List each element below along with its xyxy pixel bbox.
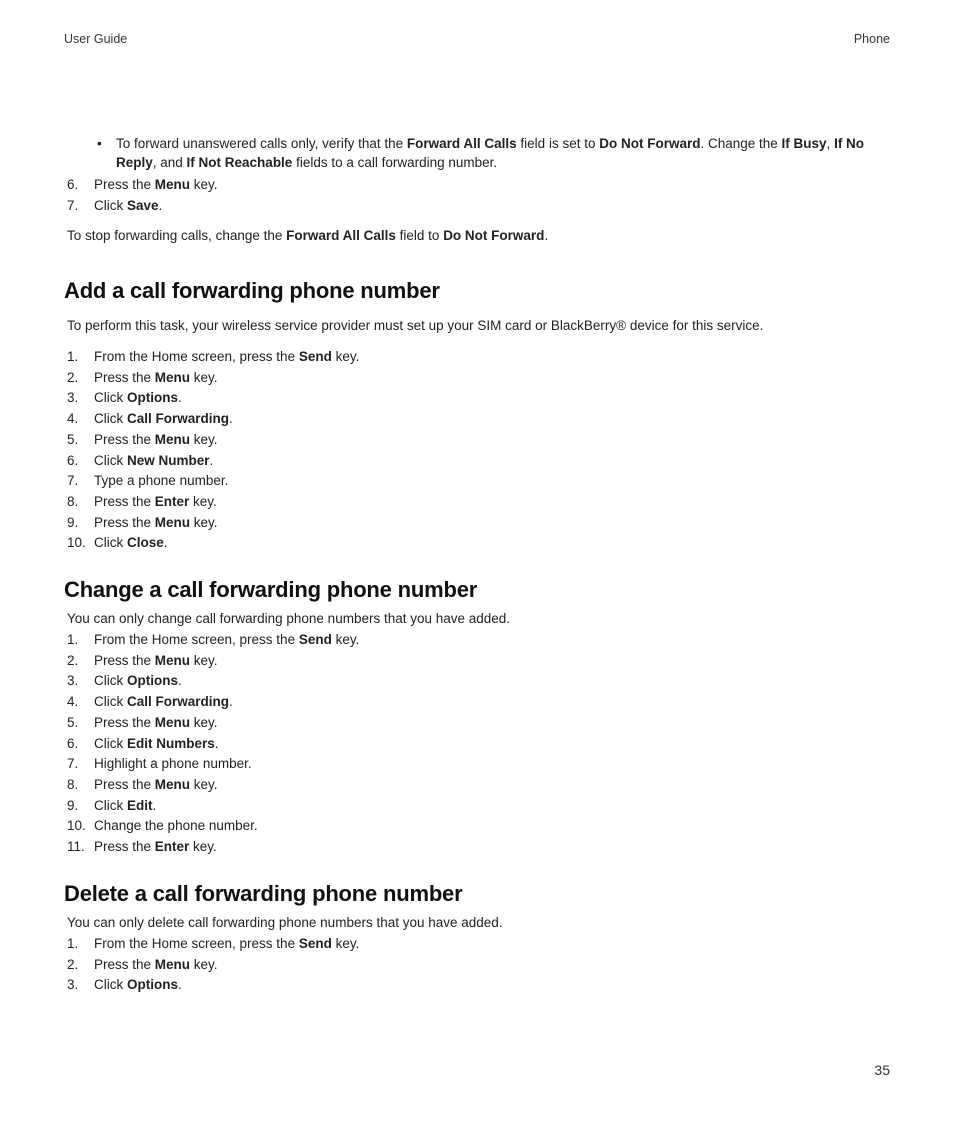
section-description: You can only delete call forwarding phone numbers that you have added. (67, 915, 503, 930)
step-number: 10. (67, 535, 86, 550)
ui-term: Menu (154, 432, 191, 447)
step-number: 2. (67, 370, 79, 385)
ui-term: Do Not Forward (599, 136, 701, 151)
step-text (94, 692, 233, 711)
step-text (94, 409, 233, 428)
text-run: Click (94, 673, 127, 688)
text-run: Press the (94, 715, 155, 730)
ui-term: Options (127, 673, 178, 688)
text-run: key. (190, 515, 218, 530)
ui-term: Close (127, 535, 164, 550)
ui-term: Send (298, 349, 332, 364)
ui-term: If Busy (781, 136, 827, 151)
section-description: You can only change call forwarding phone numbers that you have added. (67, 611, 511, 626)
text-run: Press the (94, 432, 155, 447)
text-run: Click (94, 411, 127, 426)
section-heading: Add a call forwarding phone number (64, 278, 440, 303)
text-run: From the Home screen, press the (94, 632, 299, 647)
section-heading: Delete a call forwarding phone number (64, 881, 463, 906)
step-number: 9. (67, 515, 79, 530)
step-number: 6. (67, 736, 79, 751)
step-text (94, 975, 182, 994)
ui-term: Call Forwarding (127, 694, 230, 709)
bullet-text (116, 134, 876, 172)
step-number: 5. (67, 432, 79, 447)
text-run: key. (190, 777, 218, 792)
text-run: key. (190, 957, 218, 972)
step-number: 6. (67, 453, 79, 468)
text-run: From the Home screen, press the (94, 936, 299, 951)
ui-term: Enter (154, 839, 190, 854)
text-run: Press the (94, 177, 155, 192)
step-text (94, 368, 218, 387)
step-text (94, 471, 228, 490)
text-run: . (163, 535, 168, 550)
text-run: key. (190, 432, 218, 447)
ui-term: If Not Reachable (186, 155, 293, 170)
step-text (94, 630, 359, 649)
step-text (94, 796, 156, 815)
step-number: 6. (67, 177, 79, 192)
text-run: . (152, 798, 157, 813)
step-text (94, 713, 218, 732)
text-run: Press the (94, 515, 155, 530)
running-header-title: User Guide (64, 32, 128, 46)
text-run: Click (94, 798, 127, 813)
step-number: 9. (67, 798, 79, 813)
ui-term: Menu (154, 957, 191, 972)
text-run: Click (94, 453, 127, 468)
text-run: field is set to (516, 136, 600, 151)
text-run: . (544, 228, 549, 243)
ui-term: Menu (154, 777, 191, 792)
text-run: Click (94, 736, 127, 751)
page-number: 35 (874, 1062, 890, 1078)
text-run: Press the (94, 777, 155, 792)
text-run: Click (94, 390, 127, 405)
text-run: To stop forwarding calls, change the (67, 228, 287, 243)
text-run: Click (94, 977, 127, 992)
ui-term: Forward All Calls (286, 228, 396, 243)
text-run: From the Home screen, press the (94, 349, 299, 364)
text-run: . (178, 673, 182, 688)
step-number: 7. (67, 198, 79, 213)
ui-term: Save (127, 198, 159, 213)
text-run: key. (190, 370, 218, 385)
text-run: Type a phone number. (94, 473, 229, 488)
step-text (94, 175, 218, 194)
step-number: 4. (67, 411, 79, 426)
bullet-marker: • (97, 136, 102, 151)
ui-term: Edit (127, 798, 153, 813)
step-number: 3. (67, 977, 79, 992)
step-number: 3. (67, 673, 79, 688)
text-run: Press the (94, 494, 155, 509)
step-text (94, 196, 162, 215)
section-heading: Change a call forwarding phone number (64, 577, 478, 602)
text-run: . (209, 453, 214, 468)
ui-term: Menu (154, 370, 191, 385)
text-run: Click (94, 694, 127, 709)
step-number: 11. (67, 839, 85, 854)
ui-term: Edit Numbers (127, 736, 215, 751)
text-run: key. (190, 653, 218, 668)
text-run: . Change the (700, 136, 782, 151)
step-text (94, 347, 359, 366)
text-run: key. (331, 349, 360, 364)
ui-term: Menu (154, 515, 191, 530)
text-run: Press the (94, 653, 155, 668)
step-number: 7. (67, 473, 79, 488)
running-header-section: Phone (853, 32, 890, 46)
step-text (94, 955, 218, 974)
ui-term: If No Reply (116, 136, 865, 170)
step-text (94, 754, 252, 773)
step-text (94, 492, 217, 511)
step-number: 7. (67, 756, 79, 771)
step-number: 2. (67, 653, 79, 668)
step-number: 2. (67, 957, 79, 972)
text-run: fields to a call forwarding number. (292, 155, 498, 170)
ui-term: Call Forwarding (127, 411, 230, 426)
text-run: key. (190, 177, 218, 192)
step-text (94, 388, 182, 407)
text-run: key. (331, 936, 360, 951)
step-number: 3. (67, 390, 79, 405)
text-run: , (826, 136, 835, 151)
step-text (94, 671, 182, 690)
section-description: To perform this task, your wireless service provider must set up your SIM card or BlackBerry® device for this service. (67, 318, 764, 333)
step-number: 8. (67, 494, 79, 509)
text-run: Press the (94, 370, 155, 385)
step-text (94, 734, 219, 753)
ui-term: Send (298, 632, 332, 647)
text-run: . (229, 694, 233, 709)
text-run: . (178, 390, 182, 405)
step-text (94, 451, 213, 470)
step-text (94, 816, 258, 835)
text-run: Change the phone number. (94, 818, 258, 833)
text-run: Press the (94, 957, 155, 972)
step-number: 10. (67, 818, 86, 833)
step-number: 4. (67, 694, 79, 709)
text-run: , and (152, 155, 187, 170)
ui-term: Menu (154, 177, 191, 192)
ui-term: Options (127, 977, 178, 992)
step-number: 8. (67, 777, 79, 792)
text-run: key. (331, 632, 360, 647)
step-text (94, 775, 218, 794)
ui-term: New Number (127, 453, 210, 468)
ui-term: Send (298, 936, 332, 951)
step-number: 1. (67, 349, 79, 364)
step-text (94, 651, 218, 670)
step-text (94, 934, 359, 953)
ui-term: Options (127, 390, 178, 405)
step-text (94, 430, 218, 449)
text-run: Press the (94, 839, 155, 854)
step-text (94, 837, 217, 856)
ui-term: Enter (154, 494, 190, 509)
text-run: . (178, 977, 182, 992)
text-run: . (229, 411, 233, 426)
step-number: 1. (67, 936, 79, 951)
text-run: Click (94, 535, 127, 550)
ui-term: Menu (154, 653, 191, 668)
text-run: Click (94, 198, 127, 213)
text-run: To forward unanswered calls only, verify that the (116, 136, 407, 151)
text-run: key. (189, 494, 217, 509)
ui-term: Do Not Forward (443, 228, 545, 243)
text-run: Highlight a phone number. (94, 756, 252, 771)
text-run: field to (395, 228, 444, 243)
step-text (94, 533, 168, 552)
step-number: 1. (67, 632, 79, 647)
step-text (94, 513, 218, 532)
paragraph-note (67, 226, 548, 245)
ui-term: Forward All Calls (406, 136, 517, 151)
ui-term: Menu (154, 715, 191, 730)
text-run: . (158, 198, 163, 213)
text-run: . (214, 736, 219, 751)
step-number: 5. (67, 715, 79, 730)
text-run: key. (190, 715, 218, 730)
text-run: key. (189, 839, 217, 854)
